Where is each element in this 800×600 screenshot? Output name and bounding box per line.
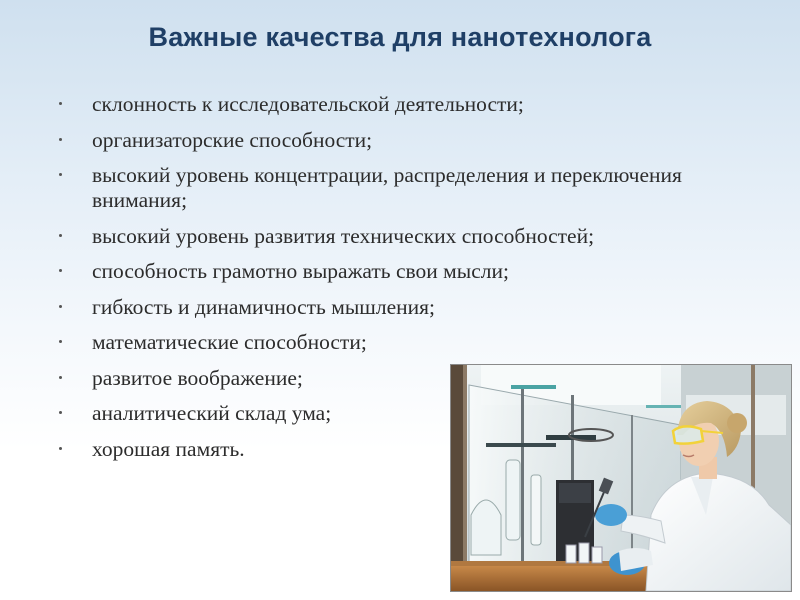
list-item bbox=[55, 128, 735, 153]
list-item bbox=[55, 92, 735, 117]
list-item-text: высокий уровень концентрации, распределения и переключения внимания; bbox=[92, 163, 682, 212]
slide-title: Важные качества для нанотехнолога bbox=[148, 22, 652, 52]
list-item-text: склонность к исследовательской деятельности; bbox=[92, 92, 524, 116]
list-item-text: способность грамотно выражать свои мысли; bbox=[92, 259, 509, 283]
bullet-icon bbox=[59, 234, 62, 237]
list-item-text: математические способности; bbox=[92, 330, 367, 354]
list-item-text: развитое воображение; bbox=[92, 365, 303, 390]
list-item bbox=[55, 224, 735, 249]
list-item bbox=[55, 330, 735, 355]
list-item bbox=[55, 295, 735, 320]
bullet-icon bbox=[59, 447, 62, 450]
bullet-icon bbox=[59, 138, 62, 141]
bullet-icon bbox=[59, 376, 62, 379]
bullet-icon bbox=[59, 173, 62, 176]
list-item bbox=[55, 163, 735, 213]
scientist-in-lab-icon bbox=[451, 365, 791, 591]
list-item-text: высокий уровень развития технических способностей; bbox=[92, 223, 595, 248]
list-item bbox=[55, 259, 735, 284]
list-item-text: организаторские способности; bbox=[92, 127, 373, 152]
list-item-text: гибкость и динамичность мышления; bbox=[92, 294, 435, 319]
bullet-icon bbox=[59, 411, 62, 414]
lab-photo bbox=[450, 364, 792, 592]
bullet-icon bbox=[59, 305, 62, 308]
bullet-icon bbox=[59, 269, 62, 272]
list-item-text: аналитический склад ума; bbox=[92, 401, 332, 425]
bullet-icon bbox=[59, 340, 62, 343]
list-item-text: хорошая память. bbox=[92, 436, 245, 461]
bullet-icon bbox=[59, 102, 62, 105]
